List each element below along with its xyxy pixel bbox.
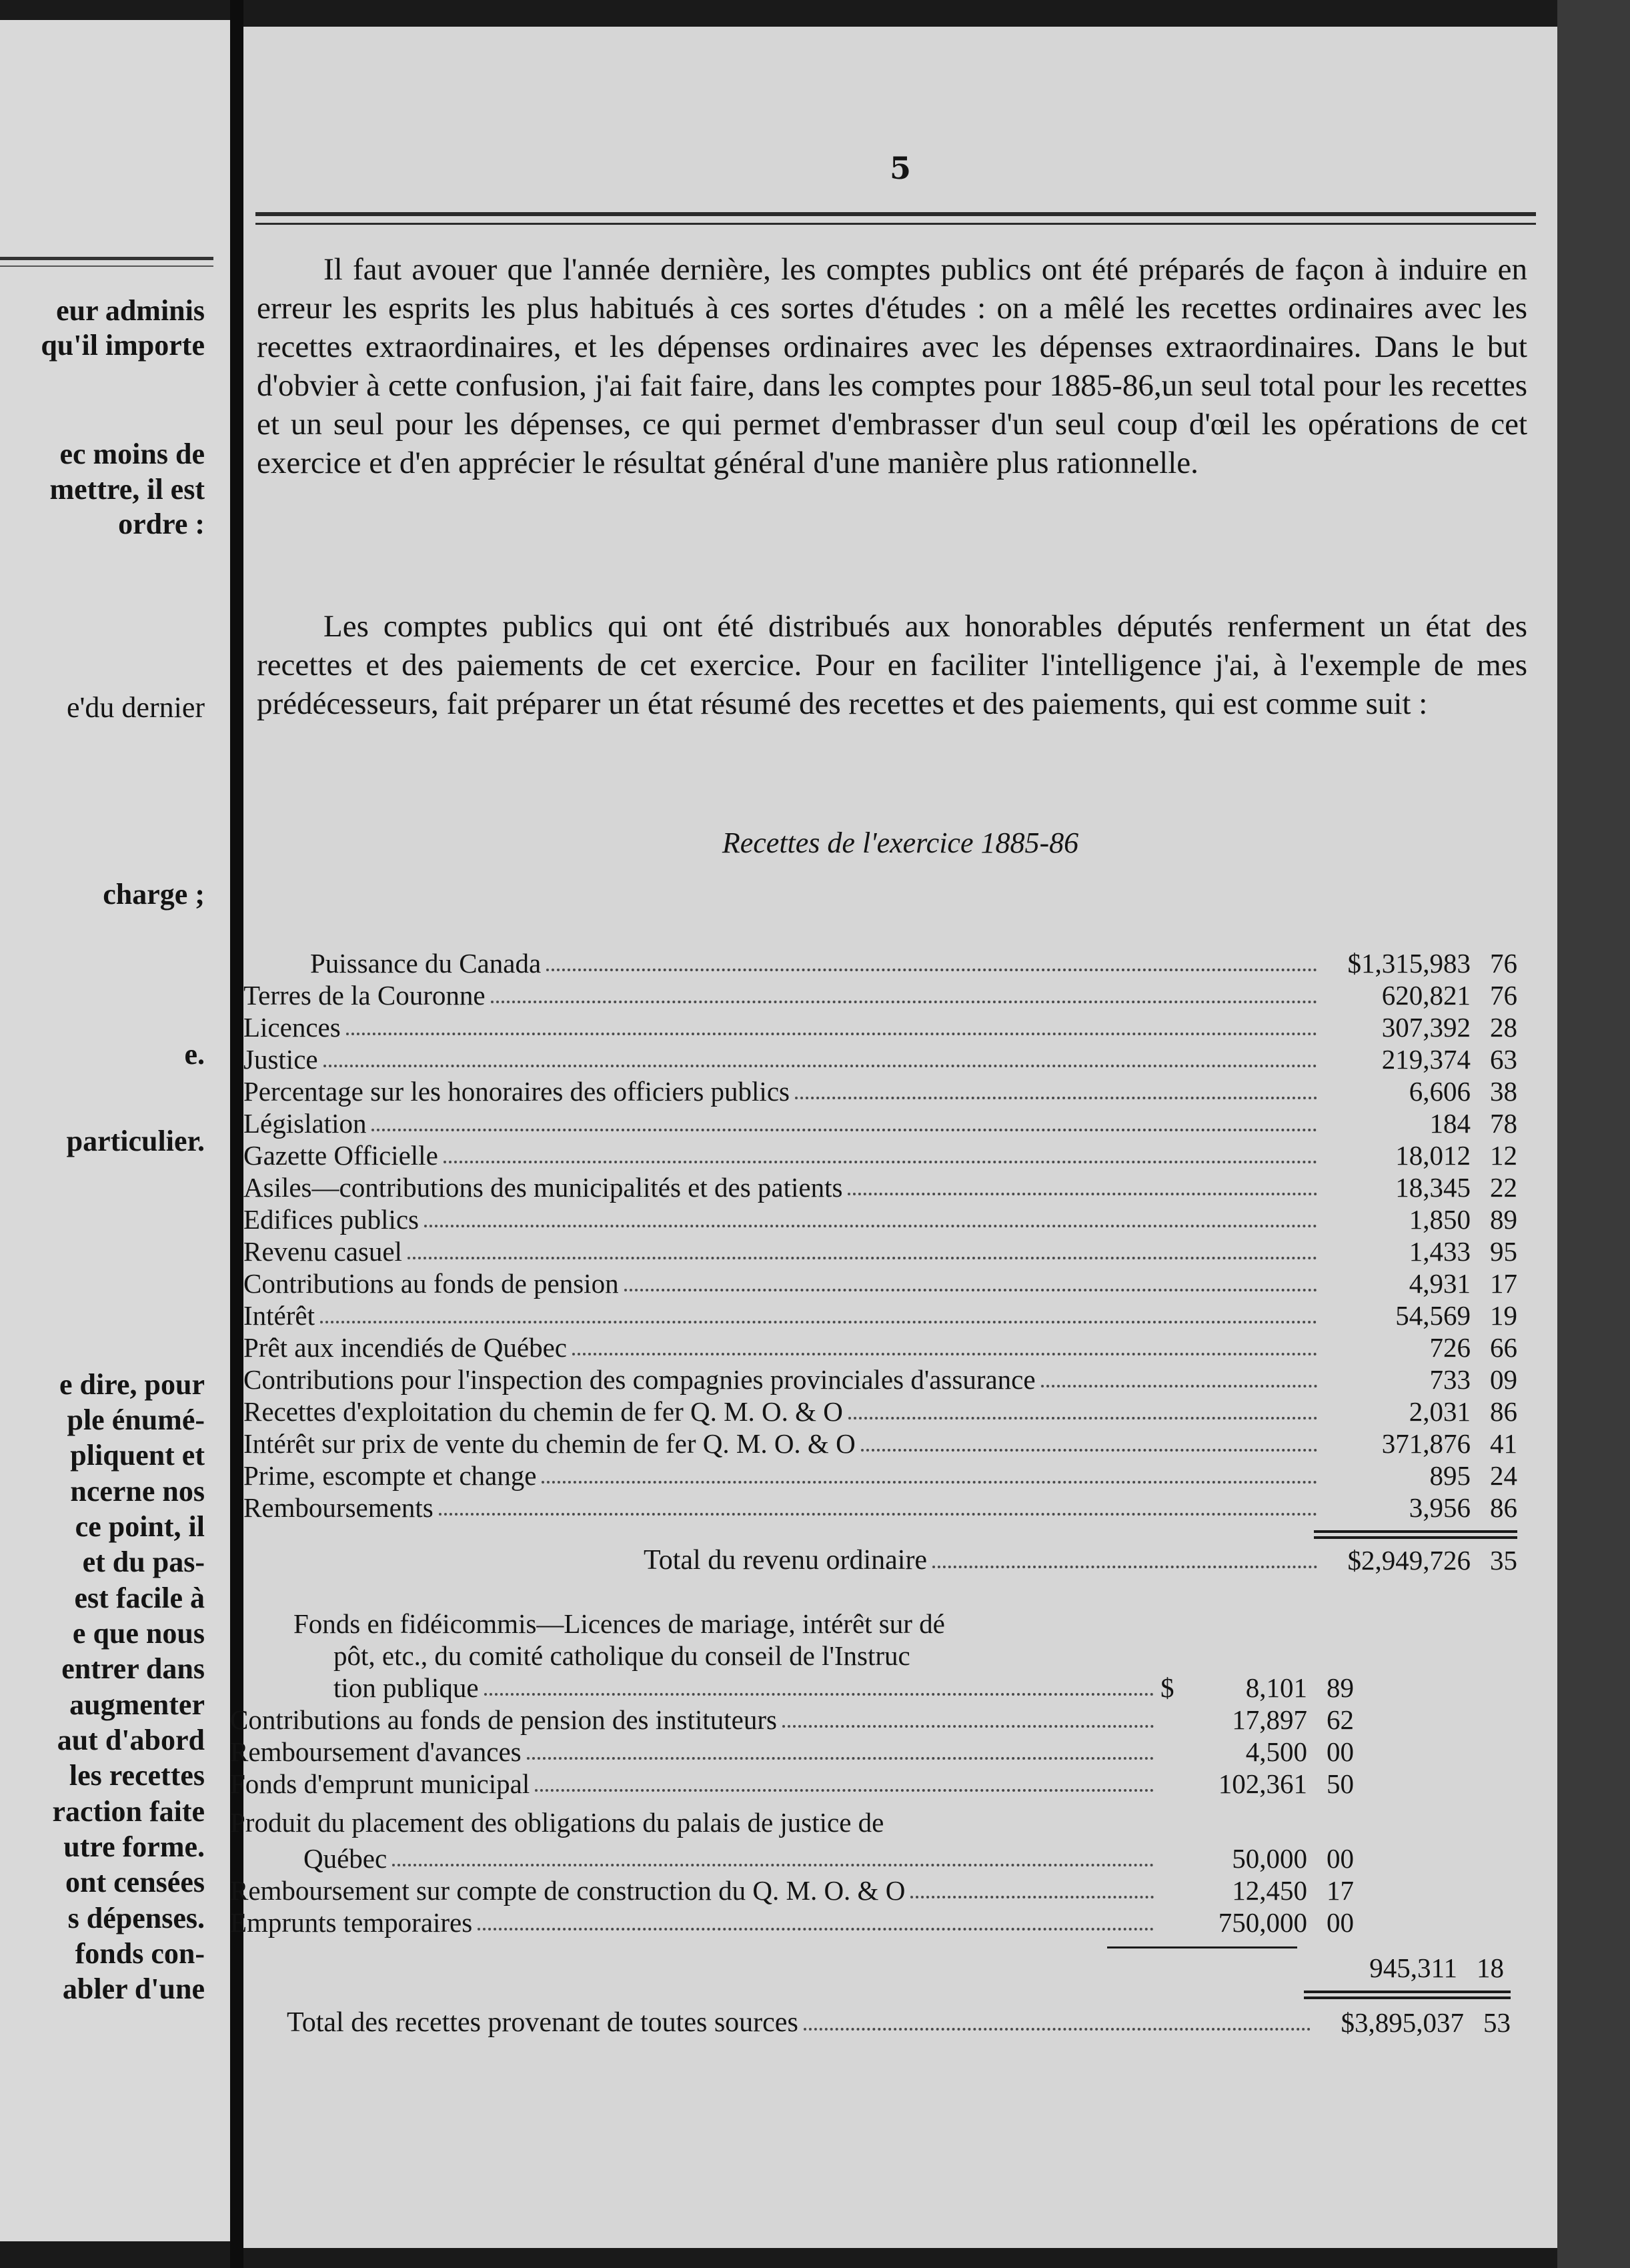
revenue-cents: 17 (1327, 1875, 1354, 1906)
revenue-cents: 63 (1490, 1044, 1517, 1075)
grand-total-cents: 53 (1483, 2007, 1511, 2038)
main-page (230, 27, 1557, 2248)
revenue-cents: 78 (1490, 1108, 1517, 1139)
left-fragment: raction faite (52, 1795, 205, 1828)
left-fragment: charge ; (103, 878, 205, 911)
revenue-cents: 00 (1327, 1736, 1354, 1767)
revenue-dollars: 12,450 (1232, 1875, 1307, 1906)
revenue-label: Asiles—contributions des municipalités et des patients (243, 1172, 843, 1203)
revenue-dollars: 6,606 (1409, 1076, 1471, 1107)
left-fragment: est facile à (74, 1582, 205, 1614)
left-fragment: e. (184, 1038, 205, 1071)
revenue-label: Prime, escompte et change (243, 1460, 537, 1491)
revenue-row (243, 1075, 1517, 1107)
revenue-row (230, 1704, 1354, 1736)
revenue-label: tion publique (333, 1672, 479, 1703)
revenue-row (310, 947, 1517, 979)
total-cents: 35 (1490, 1545, 1517, 1576)
dot-leader (408, 1257, 1317, 1259)
revenue-label: Prêt aux incendiés de Québec (243, 1332, 567, 1363)
revenue-cents: 00 (1327, 1907, 1354, 1938)
left-facing-page (0, 20, 230, 2241)
dot-leader (572, 1353, 1317, 1355)
revenue-label: Revenu casuel (243, 1236, 402, 1267)
page-edge-shadow (1557, 0, 1630, 2268)
revenue-row (243, 1043, 1517, 1075)
ordinary-total-row (644, 1544, 1517, 1576)
revenue-row (230, 1768, 1354, 1800)
revenue-label: Remboursements (243, 1492, 434, 1523)
left-fragment: les recettes (69, 1759, 205, 1792)
revenue-row (243, 1363, 1517, 1395)
sum-rule (1314, 1536, 1517, 1539)
revenue-row (243, 1331, 1517, 1363)
revenue-cents: 76 (1490, 980, 1517, 1011)
dot-leader (542, 1481, 1317, 1484)
sum-rule (1304, 1997, 1511, 1999)
revenue-row (230, 1736, 1354, 1768)
revenue-label: Emprunts temporaires (230, 1907, 473, 1938)
revenue-label: Remboursement sur compte de construction du Q. M. O. & O (230, 1875, 906, 1906)
left-fragment: et du pas- (82, 1546, 205, 1578)
left-fragment: fonds con- (75, 1937, 205, 1970)
dot-leader (392, 1864, 1154, 1866)
revenue-row (243, 1107, 1517, 1139)
revenue-cents: 86 (1490, 1396, 1517, 1427)
revenue-row (243, 979, 1517, 1011)
dot-leader (323, 1065, 1317, 1067)
revenue-row (333, 1672, 1354, 1704)
left-fragment: ordre : (118, 508, 205, 540)
revenue-dollars: 102,361 (1218, 1768, 1307, 1799)
revenue-label: Fonds d'emprunt municipal (230, 1768, 530, 1799)
revenue-dollars: 750,000 (1218, 1907, 1307, 1938)
revenue-dollars: 620,821 (1381, 980, 1471, 1011)
revenue-cents: 41 (1490, 1428, 1517, 1459)
subtotal-cents: 18 (1477, 1952, 1504, 1983)
dot-leader (910, 1896, 1154, 1898)
revenue-dollars: 4,500 (1245, 1736, 1307, 1767)
left-fragment: e'du dernier (66, 691, 205, 724)
revenue-cents: 12 (1490, 1140, 1517, 1171)
revenue-dollars: 54,569 (1395, 1300, 1471, 1331)
page-number: 5 (889, 150, 911, 186)
revenue-label: Recettes d'exploitation du chemin de fer Q. M. O. & O (243, 1396, 843, 1427)
revenue-dollars: 895 (1429, 1460, 1471, 1491)
left-fragment: ple énumé- (67, 1403, 205, 1436)
grand-total-dollars: $3,895,037 (1341, 2007, 1464, 2038)
dot-leader (932, 1566, 1317, 1568)
dot-leader (535, 1789, 1154, 1792)
extraordinary-subtotal-row (1311, 1952, 1517, 1984)
left-fragment: ce point, il (75, 1510, 205, 1543)
left-fragment: s dépenses. (67, 1902, 205, 1934)
dot-leader (484, 1693, 1154, 1696)
total-label: Total du revenu ordinaire (644, 1545, 928, 1576)
paragraph: Il faut avouer que l'année dernière, les comptes publics ont été préparés de façon à induire en erreur les esprits les plus habitués à ces sortes d'études : on a mêlé les recettes ordinaires avec les recettes extraordinaires, et les dépenses ordinaires avec les dépenses extraordinaires. Dans le but d'obvier à cette confusion, j'ai fait faire, dans les comptes pour 1885-86,un seul total pour les recettes et un seul pour les dépenses, ce qui permet d'embrasser d'un seul coup d'œil les opérations de cet exercice et d'en apprécier le résultat général d'une manière plus rationnelle. (257, 252, 1527, 480)
grand-total-row (287, 2007, 1511, 2039)
revenue-row (243, 1203, 1517, 1235)
revenue-label: Contributions pour l'inspection des compagnies provinciales d'assurance (243, 1364, 1036, 1395)
section-title: Recettes de l'exercice 1885-86 (722, 826, 1079, 859)
dot-leader (624, 1289, 1317, 1291)
grand-total-label: Total des recettes provenant de toutes sources (287, 2007, 798, 2038)
header-rule (255, 212, 1536, 216)
revenue-dollars: 726 (1429, 1332, 1471, 1363)
sum-rule (1304, 1991, 1511, 1993)
revenue-cents: 76 (1490, 948, 1517, 979)
revenue-dollars: 371,876 (1381, 1428, 1471, 1459)
revenue-label: Intérêt sur prix de vente du chemin de fer Q. M. O. & O (243, 1428, 856, 1459)
revenue-dollars: 18,012 (1395, 1140, 1471, 1171)
left-fragment: qu'il importe (41, 329, 205, 362)
dot-leader (320, 1321, 1317, 1323)
dot-leader (861, 1449, 1317, 1452)
revenue-row (230, 1906, 1354, 1938)
revenue-dollars: 8,101 (1245, 1672, 1307, 1703)
dot-leader (439, 1513, 1317, 1516)
revenue-label: Québec (303, 1843, 387, 1874)
revenue-label: Licences (243, 1012, 341, 1043)
revenue-dollars: 1,850 (1409, 1204, 1471, 1235)
revenue-cents: 86 (1490, 1492, 1517, 1523)
left-fragment: eur adminis (56, 294, 205, 327)
revenue-label: Terres de la Couronne (243, 980, 486, 1011)
revenue-cents: 19 (1490, 1300, 1517, 1331)
revenue-cents: 24 (1490, 1460, 1517, 1491)
revenue-dollars: 219,374 (1381, 1044, 1471, 1075)
revenue-dollars: 1,433 (1409, 1236, 1471, 1267)
revenue-cents: 17 (1490, 1268, 1517, 1299)
revenue-row (243, 1171, 1517, 1203)
dot-leader (478, 1928, 1154, 1930)
left-fragment: particulier. (66, 1125, 205, 1157)
dot-leader (444, 1161, 1317, 1163)
dot-leader (795, 1097, 1317, 1099)
dot-leader (346, 1033, 1317, 1035)
revenue-label: Edifices publics (243, 1204, 420, 1235)
revenue-dollars: 184 (1429, 1108, 1471, 1139)
revenue-dollars: $1,315,983 (1347, 948, 1471, 979)
revenue-dollars: 3,956 (1409, 1492, 1471, 1523)
revenue-label: Justice (243, 1044, 318, 1075)
revenue-dollars: 50,000 (1232, 1843, 1307, 1874)
revenue-cents: 09 (1490, 1364, 1517, 1395)
left-page-rule-thin (0, 265, 213, 267)
dot-leader (848, 1193, 1317, 1195)
revenue-dollars: 4,931 (1409, 1268, 1471, 1299)
revenue-dollars: 2,031 (1409, 1396, 1471, 1427)
revenue-dollars: 307,392 (1381, 1012, 1471, 1043)
dot-leader (804, 2028, 1311, 2031)
revenue-cents: 22 (1490, 1172, 1517, 1203)
left-fragment: augmenter (69, 1688, 205, 1721)
revenue-cents: 89 (1327, 1672, 1354, 1703)
left-fragment: ncerne nos (70, 1475, 205, 1508)
revenue-label: Remboursement d'avances (230, 1736, 522, 1767)
revenue-label: Percentage sur les honoraires des officiers publics (243, 1076, 790, 1107)
revenue-dollars: 18,345 (1395, 1172, 1471, 1203)
dot-leader (527, 1757, 1154, 1760)
courthouse-bonds-line: Produit du placement des obligations du palais de justice de (230, 1807, 884, 1838)
revenue-cents: 62 (1327, 1704, 1354, 1735)
dot-leader (546, 969, 1317, 971)
left-fragment: ont censées (65, 1866, 205, 1898)
revenue-cents: 28 (1490, 1012, 1517, 1043)
dot-leader (848, 1417, 1317, 1420)
revenue-row (243, 1299, 1517, 1331)
revenue-label: Puissance du Canada (310, 948, 542, 979)
revenue-cents: 66 (1490, 1332, 1517, 1363)
revenue-row (303, 1842, 1354, 1874)
left-page-rule (0, 257, 213, 260)
revenue-dollars: 17,897 (1232, 1704, 1307, 1735)
sum-rule (1314, 1530, 1517, 1533)
revenue-cents: 00 (1327, 1843, 1354, 1874)
revenue-row (243, 1139, 1517, 1171)
dollar-sign: $ (1160, 1672, 1174, 1703)
revenue-label: Contributions au fonds de pension (243, 1268, 619, 1299)
sum-rule (1107, 1946, 1297, 1948)
left-fragment: pliquent et (70, 1439, 205, 1472)
revenue-row (243, 1460, 1517, 1492)
revenue-label: Législation (243, 1108, 367, 1139)
revenue-dollars: 733 (1429, 1364, 1471, 1395)
paragraph: Les comptes publics qui ont été distribués aux honorables députés renferment un état des recettes et des paiements de cet exercice. Pour en faciliter l'intelligence j'ai, à l'exemple de mes prédécesseurs, fait préparer un état résumé des recettes et des paiements, qui est comme suit : (257, 609, 1527, 721)
revenue-cents: 95 (1490, 1236, 1517, 1267)
dot-leader (371, 1129, 1317, 1131)
revenue-label: Gazette Officielle (243, 1140, 438, 1171)
total-dollars: $2,949,726 (1347, 1545, 1471, 1576)
revenue-cents: 89 (1490, 1204, 1517, 1235)
dot-leader (782, 1725, 1154, 1728)
dot-leader (424, 1225, 1317, 1227)
left-fragment: aut d'abord (57, 1724, 205, 1756)
dot-leader (491, 1001, 1317, 1003)
left-fragment: ec moins de (59, 438, 205, 470)
revenue-cents: 38 (1490, 1076, 1517, 1107)
revenue-label: Intérêt (243, 1300, 315, 1331)
subtotal-dollars: 945,311 (1369, 1952, 1457, 1983)
left-fragment: abler d'une (62, 1972, 205, 2005)
left-fragment: entrer dans (61, 1652, 205, 1685)
revenue-row (243, 1428, 1517, 1460)
left-fragment: mettre, il est (49, 473, 205, 506)
left-fragment: utre forme. (63, 1830, 205, 1863)
revenue-row (243, 1267, 1517, 1299)
revenue-label: Contributions au fonds de pension des instituteurs (230, 1704, 777, 1735)
revenue-row (243, 1395, 1517, 1428)
left-fragment: e que nous (72, 1617, 205, 1650)
trust-fund-line: pôt, etc., du comité catholique du conseil de l'Instruc (333, 1640, 910, 1671)
trust-fund-line: Fonds en fidéicommis—Licences de mariage, intérêt sur dé (293, 1608, 945, 1639)
left-fragment: e dire, pour (59, 1368, 205, 1401)
revenue-row (243, 1235, 1517, 1267)
dot-leader (1041, 1385, 1317, 1387)
revenue-row (230, 1874, 1354, 1906)
header-rule-thin (255, 223, 1536, 225)
revenue-cents: 50 (1327, 1768, 1354, 1799)
revenue-row (243, 1011, 1517, 1043)
revenue-row (243, 1492, 1517, 1524)
